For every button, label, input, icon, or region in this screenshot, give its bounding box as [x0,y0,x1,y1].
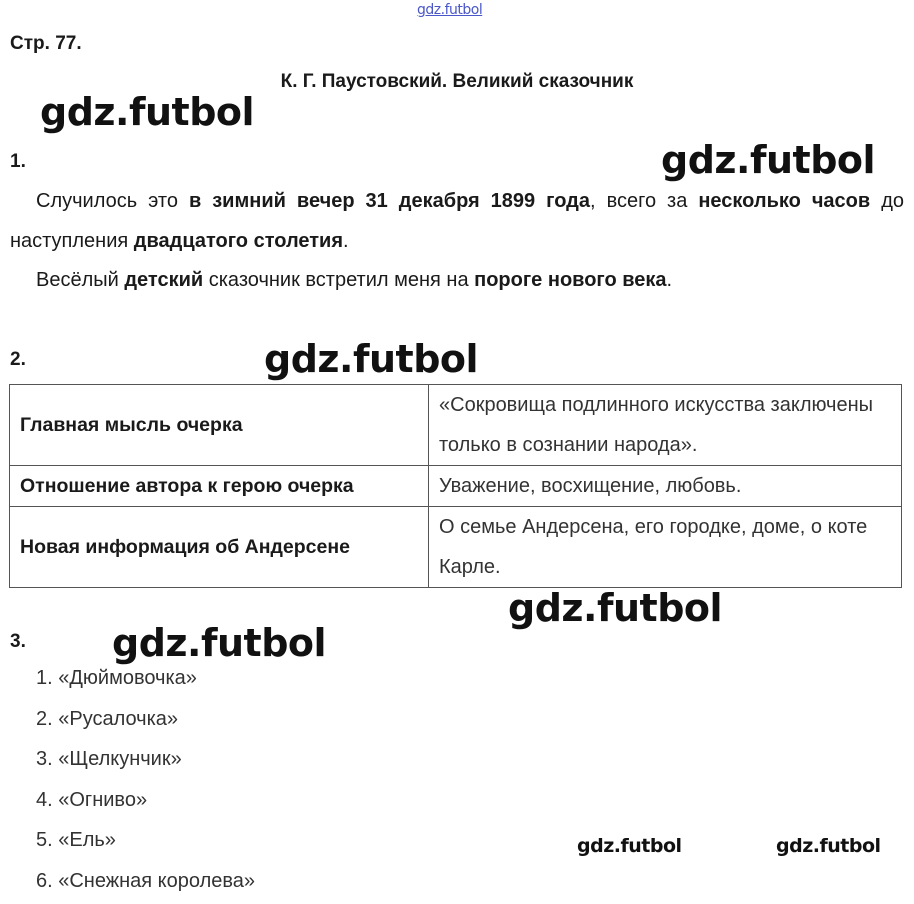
page-reference: Стр. 77. [10,33,82,54]
answer-1-paragraph-2: Весёлый детский сказочник встретил меня на пороге нового века. [36,269,673,291]
list-item: 4. «Огниво» [36,788,148,811]
watermark: gdz.futbol [508,586,723,630]
watermark: gdz.futbol [264,337,479,381]
answer-1-paragraph-1: Случилось это в зимний вечер 31 декабря 1899 года, всего за несколько часов до наступления двадцатого столетия. [10,190,904,252]
table-key: Главная мысль очерка [10,385,429,466]
answer-2-table [9,384,902,588]
table-value: «Сокровища подлинного искусства заключены только в сознании народа». [429,385,902,466]
watermark: gdz.futbol [776,835,881,857]
table-key: Новая информация об Андерсене [10,507,429,588]
list-item: 5. «Ель» [36,829,116,851]
table-value: Уважение, восхищение, любовь. [429,466,902,507]
watermark: gdz.futbol [577,835,682,857]
watermark: gdz.futbol [661,138,876,182]
question-number-2: 2. [10,349,26,370]
watermark-top: gdz.futbol [417,2,483,18]
page-title: К. Г. Паустовский. Великий сказочник [280,71,634,92]
answer-3-list [36,658,255,901]
table-value: О семье Андерсена, его городке, доме, о коте Карле. [429,507,902,588]
table-row [10,507,902,588]
watermark: gdz.futbol [40,90,255,134]
list-item: 2. «Русалочка» [36,707,179,730]
watermark: gdz.futbol [112,621,327,665]
list-item: 6. «Снежная королева» [36,869,256,892]
list-item: 3. «Щелкунчик» [36,748,182,770]
question-number-1: 1. [10,151,26,172]
table-row [10,385,902,466]
table-key: Отношение автора к герою очерка [10,466,429,507]
list-item: 1. «Дюймовочка» [36,667,197,689]
table-row [10,466,902,507]
question-number-3: 3. [10,631,26,652]
